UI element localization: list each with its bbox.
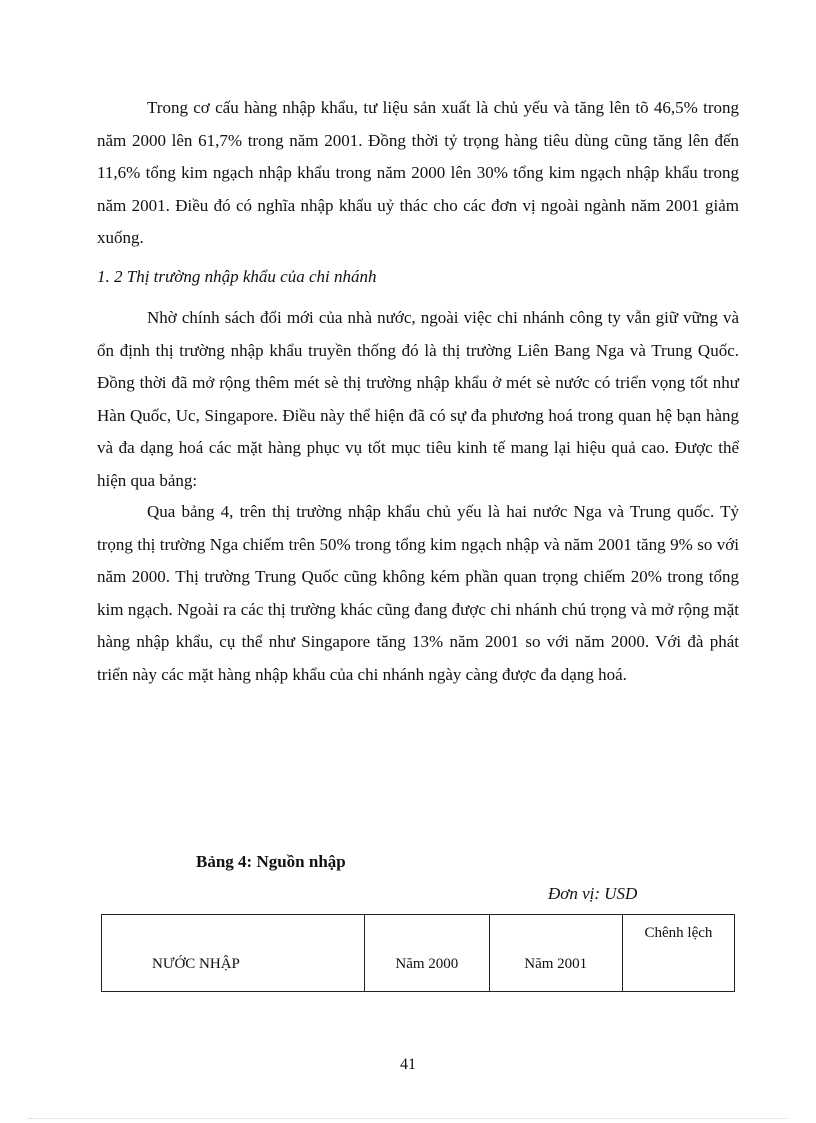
paragraph-import-structure [97, 92, 739, 255]
paragraph-table-analysis [97, 496, 739, 692]
section-heading: 1. 2 Thị trường nhập khẩu của chi nhánh [97, 267, 377, 286]
paragraph-text: Qua bảng 4, trên thị trường nhập khẩu chủ yếu là hai nước Nga và Trung quốc. Tỷ trọng thị trường Nga chiếm trên 50% trong tổng kim ngạch nhập và năm 2001 tăng 9% so với năm 2000. Thị trường Trung Quốc cũng không kém phần quan trọng chiếm 20% trong tổng kim ngạch. Ngoài ra các thị trường khác cũng đang được chi nhánh chú trọng và mở rộng mặt hàng nhập khẩu, cụ thể như Singapore tăng 13% năm 2001 so với năm 2000. Với đà phát triển này các mặt hàng nhập khẩu của chi nhánh ngày càng được đa dạng hoá. [97, 502, 739, 684]
paragraph-text: Nhờ chính sách đổi mới của nhà nước, ngoài việc chi nhánh công ty vẫn giữ vững và ổn định thị trường nhập khẩu truyền thống đó là thị trường Liên Bang Nga và Trung Quốc. Đồng thời đã mở rộng thêm mét sè thị trường nhập khẩu ở mét sè nước có triển vọng tốt như Hàn Quốc, Uc, Singapore. Điều này thể hiện đã có sự đa phương hoá trong quan hệ bạn hàng và đa dạng hoá các mặt hàng phục vụ tốt mục tiêu kinh tế mang lại hiệu quả cao. Được thể hiện qua bảng: [97, 308, 739, 490]
header-year-2001: Năm 2001 [489, 915, 622, 992]
page-number: 41 [400, 1056, 416, 1073]
header-year-2000: Năm 2000 [365, 915, 489, 992]
table-title: Bảng 4: Nguồn nhập [196, 852, 346, 871]
paragraph-text: Trong cơ cấu hàng nhập khẩu, tư liệu sản xuất là chủ yếu và tăng lên tõ 46,5% trong năm 2000 lên 61,7% trong năm 2001. Đồng thời tỷ trọng hàng tiêu dùng cũng tăng lên đến 11,6% tổng kim ngạch nhập khẩu trong năm 2000 lên 30% tổng kim ngạch nhập khẩu trong năm 2001. Điều đó có nghĩa nhập khẩu uỷ thác cho các đơn vị ngoài ngành năm 2001 giảm xuống. [97, 98, 739, 248]
table-header-row [102, 915, 735, 992]
header-difference: Chênh lệch [622, 915, 734, 992]
paragraph-import-markets [97, 302, 739, 498]
page-bottom-divider [28, 1118, 788, 1119]
table-unit-label: Đơn vị: USD [548, 884, 638, 903]
import-sources-table [101, 914, 735, 992]
header-country: NƯỚC NHẬP [102, 915, 365, 992]
